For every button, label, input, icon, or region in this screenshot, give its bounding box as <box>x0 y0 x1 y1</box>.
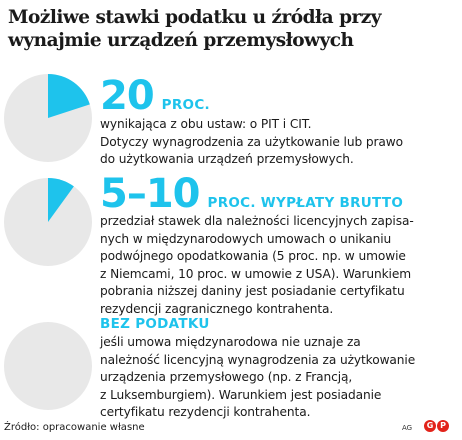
item-2-big-value: 5–10 <box>100 171 200 217</box>
publisher-logo <box>424 420 449 432</box>
item-3-description: jeśli umowa międzynarodowa nie uznaje za należność licencyjną wynagrodzenia za użytkowanie urządzenia przemysłowego (np. z Francją, z Luksemburgiem). Warunkiem jest posiadanie certyfikatu rezydencji kontrahenta. <box>100 335 416 419</box>
pie-chart-zero-percent <box>2 320 94 412</box>
pie-chart-2-svg <box>2 176 94 268</box>
item-2-description: przedział stawek dla należności licencyjnych zapisa- nych w międzynarodowych umowach o unikaniu podwójnego opodatkowania (5 proc. np. w umowie z Niemcami, 10 proc. w umowie z USA). Warunkiem pobrania niższej daniny jest posiadanie certyfikatu rezydencji zagranicznego kontrahenta. <box>100 214 414 316</box>
logo-letter-g: G <box>424 420 436 432</box>
item-1-heading <box>100 73 210 119</box>
pie-chart-5-10-percent <box>2 176 94 268</box>
source-note: Źródło: opracowanie własne <box>4 422 145 433</box>
item-1-unit: PROC. <box>161 97 210 113</box>
chart-title: Możliwe stawki podatku u źródła przy wynajmie urządzeń przemysłowych <box>8 7 382 51</box>
item-2-unit: PROC. WYPŁATY BRUTTO <box>207 195 404 211</box>
item-1-big-value: 20 <box>100 73 154 119</box>
item-1-description: wynikająca z obu ustaw: o PIT i CIT. Dotyczy wynagrodzenia za użytkowanie lub prawo do użytkowania urządzeń przemysłowych. <box>100 117 404 166</box>
pie-chart-20-percent <box>2 72 94 164</box>
author-credit: AG <box>402 424 413 432</box>
pie-chart-3-svg <box>2 320 94 412</box>
pie-3-background <box>4 322 92 410</box>
logo-letter-p: P <box>437 420 449 432</box>
item-2-heading <box>100 171 404 217</box>
item-3-heading: BEZ PODATKU <box>100 316 210 332</box>
pie-chart-1-svg <box>2 72 94 164</box>
